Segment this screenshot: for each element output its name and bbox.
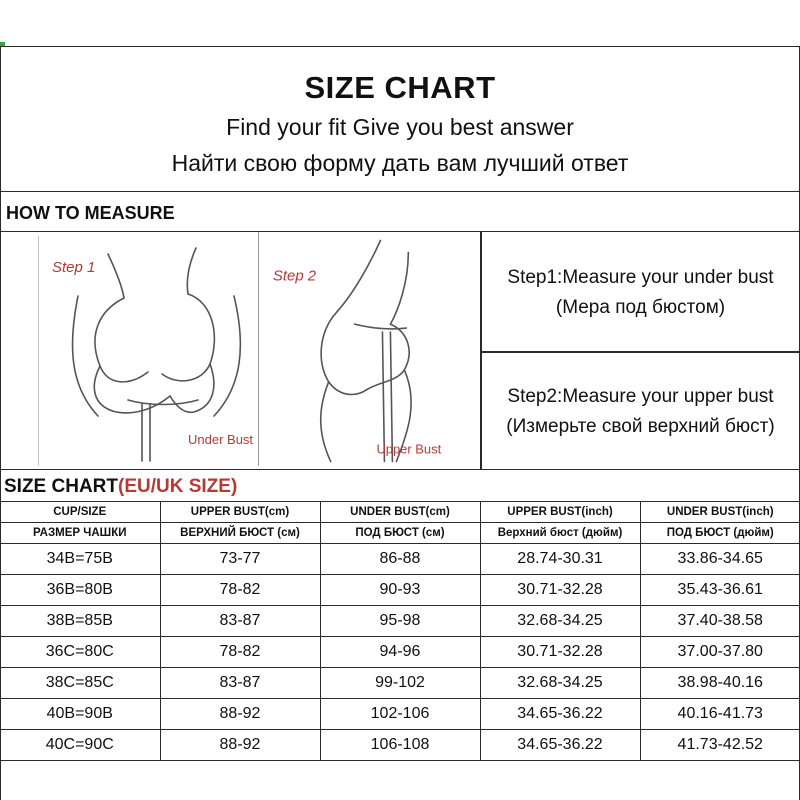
measure-divider-horizontal: [480, 351, 800, 353]
table-cell: 99-102: [320, 668, 480, 699]
table-cell: 32.68-34.25: [480, 606, 640, 637]
step2-english: Step2:Measure your upper bust: [507, 386, 774, 407]
table-cell: 73-77: [160, 544, 320, 575]
table-cell: 88-92: [160, 730, 320, 761]
step1-label: Step 1: [52, 259, 96, 276]
table-cell: 38B=85B: [0, 606, 160, 637]
column-header: UNDER BUST(inch): [640, 502, 800, 523]
table-cell: 88-92: [160, 699, 320, 730]
table-cell: 40B=90B: [0, 699, 160, 730]
table-cell: 83-87: [160, 668, 320, 699]
step1-english: Step1:Measure your under bust: [507, 267, 774, 288]
table-row: [0, 544, 800, 575]
table-cell: 95-98: [320, 606, 480, 637]
table-cell: 34B=75B: [0, 544, 160, 575]
under-bust-illustration: [38, 236, 260, 466]
subtitle-english: Find your fit Give you best answer: [226, 114, 574, 140]
table-cell: 78-82: [160, 637, 320, 668]
table-cell: 38C=85C: [0, 668, 160, 699]
column-header: ВЕРХНИЙ БЮСТ (см): [160, 523, 320, 544]
table-cell: 35.43-36.61: [640, 575, 800, 606]
table-cell: 37.00-37.80: [640, 637, 800, 668]
table-cell: 36C=80C: [0, 637, 160, 668]
upper-bust-illustration: [258, 232, 480, 466]
table-row: [0, 575, 800, 606]
measure-section: [0, 232, 800, 470]
table-cell: 33.86-34.65: [640, 544, 800, 575]
column-header: UPPER BUST(cm): [160, 502, 320, 523]
column-header: РАЗМЕР ЧАШКИ: [0, 523, 160, 544]
table-cell: 36B=80B: [0, 575, 160, 606]
step1-instructions: [481, 263, 800, 323]
table-cell: 32.68-34.25: [480, 668, 640, 699]
table-cell: 28.74-30.31: [480, 544, 640, 575]
table-row: [0, 668, 800, 699]
table-row: [0, 637, 800, 668]
subtitle-russian: Найти свою форму дать вам лучший ответ: [171, 150, 629, 176]
column-header: ПОД БЮСТ (см): [320, 523, 480, 544]
table-cell: 30.71-32.28: [480, 637, 640, 668]
table-cell: 30.71-32.28: [480, 575, 640, 606]
table-cell: 37.40-38.58: [640, 606, 800, 637]
size-chart-heading-text: SIZE CHART: [4, 476, 118, 497]
step2-label: Step 2: [272, 267, 317, 285]
chart-header: [0, 46, 800, 192]
column-header: UNDER BUST(cm): [320, 502, 480, 523]
how-to-measure-bar: [0, 192, 800, 232]
table-cell: 83-87: [160, 606, 320, 637]
size-chart-bar: [0, 470, 800, 502]
step2-instructions: [481, 382, 800, 442]
table-row: [0, 730, 800, 761]
step1-russian: (Мера под бюстом): [555, 297, 726, 318]
column-header: UPPER BUST(inch): [480, 502, 640, 523]
table-row: [0, 699, 800, 730]
table-cell: 38.98-40.16: [640, 668, 800, 699]
size-chart-heading-suffix: (EU/UK SIZE): [118, 476, 238, 497]
column-header: CUP/SIZE: [0, 502, 160, 523]
table-cell: 90-93: [320, 575, 480, 606]
table-cell: 40.16-41.73: [640, 699, 800, 730]
table-cell: 41.73-42.52: [640, 730, 800, 761]
page-title: SIZE CHART: [304, 70, 496, 105]
table-cell: 94-96: [320, 637, 480, 668]
under-bust-caption: Under Bust: [188, 432, 254, 447]
table-cell: 34.65-36.22: [480, 730, 640, 761]
upper-bust-caption: Upper Bust: [376, 441, 442, 457]
table-cell: 78-82: [160, 575, 320, 606]
table-cell: 40C=90C: [0, 730, 160, 761]
how-to-measure-heading: HOW TO MEASURE: [6, 203, 175, 223]
table-header-row-en: [0, 502, 800, 523]
step2-russian: (Измерьте свой верхний бюст): [506, 416, 775, 437]
table-cell: 86-88: [320, 544, 480, 575]
table-header-row-ru: [0, 523, 800, 544]
table-cell: 34.65-36.22: [480, 699, 640, 730]
size-table: [0, 501, 800, 761]
column-header: ПОД БЮСТ (дюйм): [640, 523, 800, 544]
column-header: Верхний бюст (дюйм): [480, 523, 640, 544]
size-chart-heading: [4, 476, 237, 498]
table-cell: 106-108: [320, 730, 480, 761]
table-cell: 102-106: [320, 699, 480, 730]
table-row: [0, 606, 800, 637]
